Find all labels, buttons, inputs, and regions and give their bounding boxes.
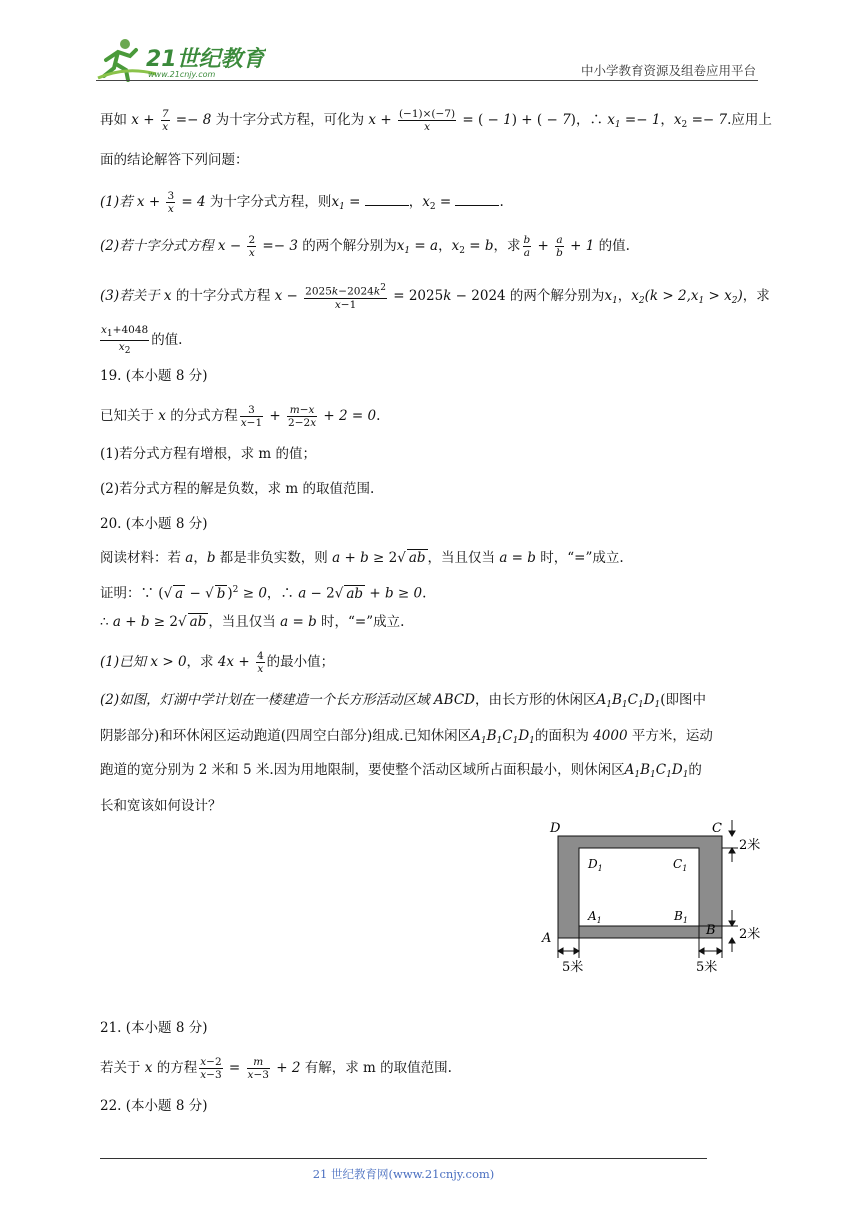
q20-conclusion: ∴ a + b ≥ 2√ ab ，当且仅当 a = b 时，“=”成立. xyxy=(100,614,405,630)
q19-part-2: (2)若分式方程的解是负数，求 m 的取值范围. xyxy=(100,481,375,497)
text: (3)若关于 xyxy=(100,287,164,304)
text: (2)若十字分式方程 xyxy=(100,238,218,254)
text: 有解，求 m 的取值范围. xyxy=(300,1060,452,1076)
text: 时，“=”成立. xyxy=(535,550,624,566)
text: ∴ xyxy=(100,614,113,630)
text: 应用上 xyxy=(731,112,772,128)
answer-blank[interactable] xyxy=(455,193,499,206)
text: 都是非负实数，则 xyxy=(215,550,333,566)
text: 证明：∵ xyxy=(100,585,159,602)
text: 平方米，运动 xyxy=(627,728,713,744)
q18-part-3: (3)若关于 x 的十字分式方程 x − $\frac{2025k-2024k^2}{x-1}$ = 2025k − 2024 的两个解分别为$x_1$，$x_2(k > 2,x_1 > x_2)$，求 xyxy=(100,283,770,311)
text: 的值. xyxy=(151,332,183,348)
fraction: $\frac{m-x}{2-2x}$ xyxy=(288,404,317,429)
text: (1)若 xyxy=(100,194,137,210)
text: ，当且仅当 xyxy=(427,550,500,566)
text: 阅读材料：若 xyxy=(100,550,186,566)
platform-name: 中小学教育资源及组卷应用平台 xyxy=(580,63,756,78)
fraction: $\frac{x-2}{x-3}$ xyxy=(200,1056,222,1081)
q20-proof: 证明：∵ (√ a − √ b )$^2$ ≥ 0，∴ a − 2√ ab + b ≥ 0. xyxy=(100,585,427,602)
vertex-c: C xyxy=(712,821,722,836)
vertex-d: D xyxy=(550,821,561,836)
q20-part-2-line-2: 阴影部分)和环休闲区运动跑道(四周空白部分)组成.已知休闲区$A_1B_1C_1D_1$的面积为 4000 平方米，运动 xyxy=(100,728,713,746)
vertex-a: A xyxy=(542,931,552,946)
text: 的分式方程 xyxy=(165,408,238,424)
text: 再如 xyxy=(100,112,132,128)
text: 跑道的宽分别为 2 米和 5 米.因为用地限制，要使整个活动区域所占面积最小，则休闲区 xyxy=(100,762,625,778)
text: 时，“=”成立. xyxy=(316,614,405,630)
q20-part-2-line-3: 跑道的宽分别为 2 米和 5 米.因为用地限制，要使整个活动区域所占面积最小，则休闲区$A_1B_1C_1D_1$的 xyxy=(100,762,702,780)
q19-title: 19. (本小题 8 分) xyxy=(100,368,208,384)
vertex-a1: $A_1$ xyxy=(588,909,602,925)
text: ，由长方形的休闲区 xyxy=(475,692,597,708)
text: (2)如图，灯湖中学计划在一楼建造一个长方形活动区域 xyxy=(100,692,434,708)
footer-link[interactable]: 21 世纪教育网(www.21cnjy.com) xyxy=(312,1167,495,1181)
fraction: $\frac{2}{x}$ xyxy=(248,234,256,259)
text: 为十字分式方程，则 xyxy=(205,194,332,210)
text: (即图中 xyxy=(660,692,707,708)
text: 为十字分式方程，可化为 xyxy=(211,112,369,128)
dim-label-left: 5米 xyxy=(562,960,584,975)
vertex-d1: $D_1$ xyxy=(588,857,603,873)
text: 若关于 xyxy=(100,1060,145,1076)
fraction: $\frac{2025k-2024k^2}{x-1}$ xyxy=(305,283,386,311)
text: 的最小值； xyxy=(266,654,335,670)
text: 的面积为 xyxy=(534,728,594,744)
q20-part-2-line-1: (2)如图，灯湖中学计划在一楼建造一个长方形活动区域 ABCD，由长方形的休闲区$A_1B_1C_1D_1$(即图中 xyxy=(100,692,707,710)
vertex-c1: $C_1$ xyxy=(673,857,688,873)
text: 的两个解分别为 xyxy=(505,287,605,304)
text: 的值. xyxy=(594,238,630,254)
q20-part-2-line-4: 长和宽该如何设计？ xyxy=(100,798,222,814)
fraction: $\frac{4}{x}$ xyxy=(256,650,264,675)
fraction: $\frac{7}{x}$ xyxy=(161,108,169,133)
fraction: $\frac{(-1)\times(-7)}{x}$ xyxy=(398,108,456,133)
q21-stem: 若关于 x 的方程 $\frac{x-2}{x-3}$ = $\frac{m}{x-3}$ + 2 有解，求 m 的取值范围. xyxy=(100,1056,452,1081)
q20-title: 20. (本小题 8 分) xyxy=(100,516,208,532)
q20-part-1: (1)已知 x > 0，求 4x + $\frac{4}{x}$ 的最小值； xyxy=(100,650,335,675)
q18-part-2: (2)若十字分式方程 x − $\frac{2}{x}$ =− 3 的两个解分别为$x_1 = a$，$x_2 = b$，求 $\frac{b}{a}$ + $\frac{a}{b}$ + 1 的值. xyxy=(100,234,630,259)
text: 的十字分式方程 xyxy=(171,287,275,304)
q20-reading: 阅读材料：若 a，b 都是非负实数，则 a + b ≥ 2√ ab ，当且仅当 a = b 时，“=”成立. xyxy=(100,550,624,566)
activity-area-figure xyxy=(538,818,778,978)
text: (1)已知 xyxy=(100,654,151,670)
q19-stem: 已知关于 x 的分式方程 $\frac{3}{x-1}$ + $\frac{m-x}{2-2x}$ + 2 = 0. xyxy=(100,404,381,429)
dim-label-top: 2米 xyxy=(739,838,761,853)
fraction: $\frac{3}{x-1}$ xyxy=(240,404,263,429)
logo-text: 21世纪教育 xyxy=(146,47,265,72)
fraction: $\frac{m}{x-3}$ xyxy=(247,1056,269,1081)
intro-line-2: 面的结论解答下列问题： xyxy=(100,152,249,168)
dim-label-bottom: 2米 xyxy=(739,927,761,942)
text: 的两个解分别为 xyxy=(297,238,397,254)
q19-part-1: (1)若分式方程有增根，求 m 的值； xyxy=(100,446,317,462)
fraction: $\frac{a}{b}$ xyxy=(556,234,563,259)
text: 阴影部分)和环休闲区运动跑道(四周空白部分)组成.已知休闲区 xyxy=(100,728,472,744)
intro-line-1: 再如 x + $\frac{7}{x}$ =− 8 为十字分式方程，可化为 x + $\frac{(-1)\times(-7)}{x}$ = ( − 1) + ( − 7)，∴ $x_1 =- 1$，$x_2 =- 7$.应用上 xyxy=(100,108,772,133)
text: ，∴ xyxy=(575,112,608,128)
text: ，求 xyxy=(186,654,218,670)
fraction: $\frac{3}{x}$ xyxy=(167,190,175,215)
text: ，当且仅当 xyxy=(208,614,281,630)
answer-blank[interactable] xyxy=(365,193,409,206)
q18-part-1: (1)若 x + $\frac{3}{x}$ = 4 为十字分式方程，则$x_1$ = ，$x_2$ = . xyxy=(100,190,504,215)
q18-part-3-cont xyxy=(100,324,765,357)
fraction: $\frac{b}{a}$ xyxy=(523,234,531,259)
vertex-b: B xyxy=(706,923,716,938)
vertex-b1: $B_1$ xyxy=(674,909,688,925)
fraction: $\frac{x_1+4048}{x_2}$ xyxy=(101,324,149,356)
dimension-top xyxy=(722,820,738,862)
q21-title: 21. (本小题 8 分) xyxy=(100,1020,208,1036)
q22-title: 22. (本小题 8 分) xyxy=(100,1098,208,1114)
logo xyxy=(96,36,266,82)
text: ，∴ xyxy=(266,585,299,602)
text: 的 xyxy=(688,762,702,778)
text: ，求 xyxy=(742,287,770,304)
logo-url: www.21cnjy.com xyxy=(148,70,216,79)
header-divider xyxy=(96,80,758,81)
text: 已知关于 xyxy=(100,408,159,424)
dim-label-right: 5米 xyxy=(696,960,718,975)
text: 的方程 xyxy=(152,1060,198,1076)
footer-divider xyxy=(100,1158,707,1159)
